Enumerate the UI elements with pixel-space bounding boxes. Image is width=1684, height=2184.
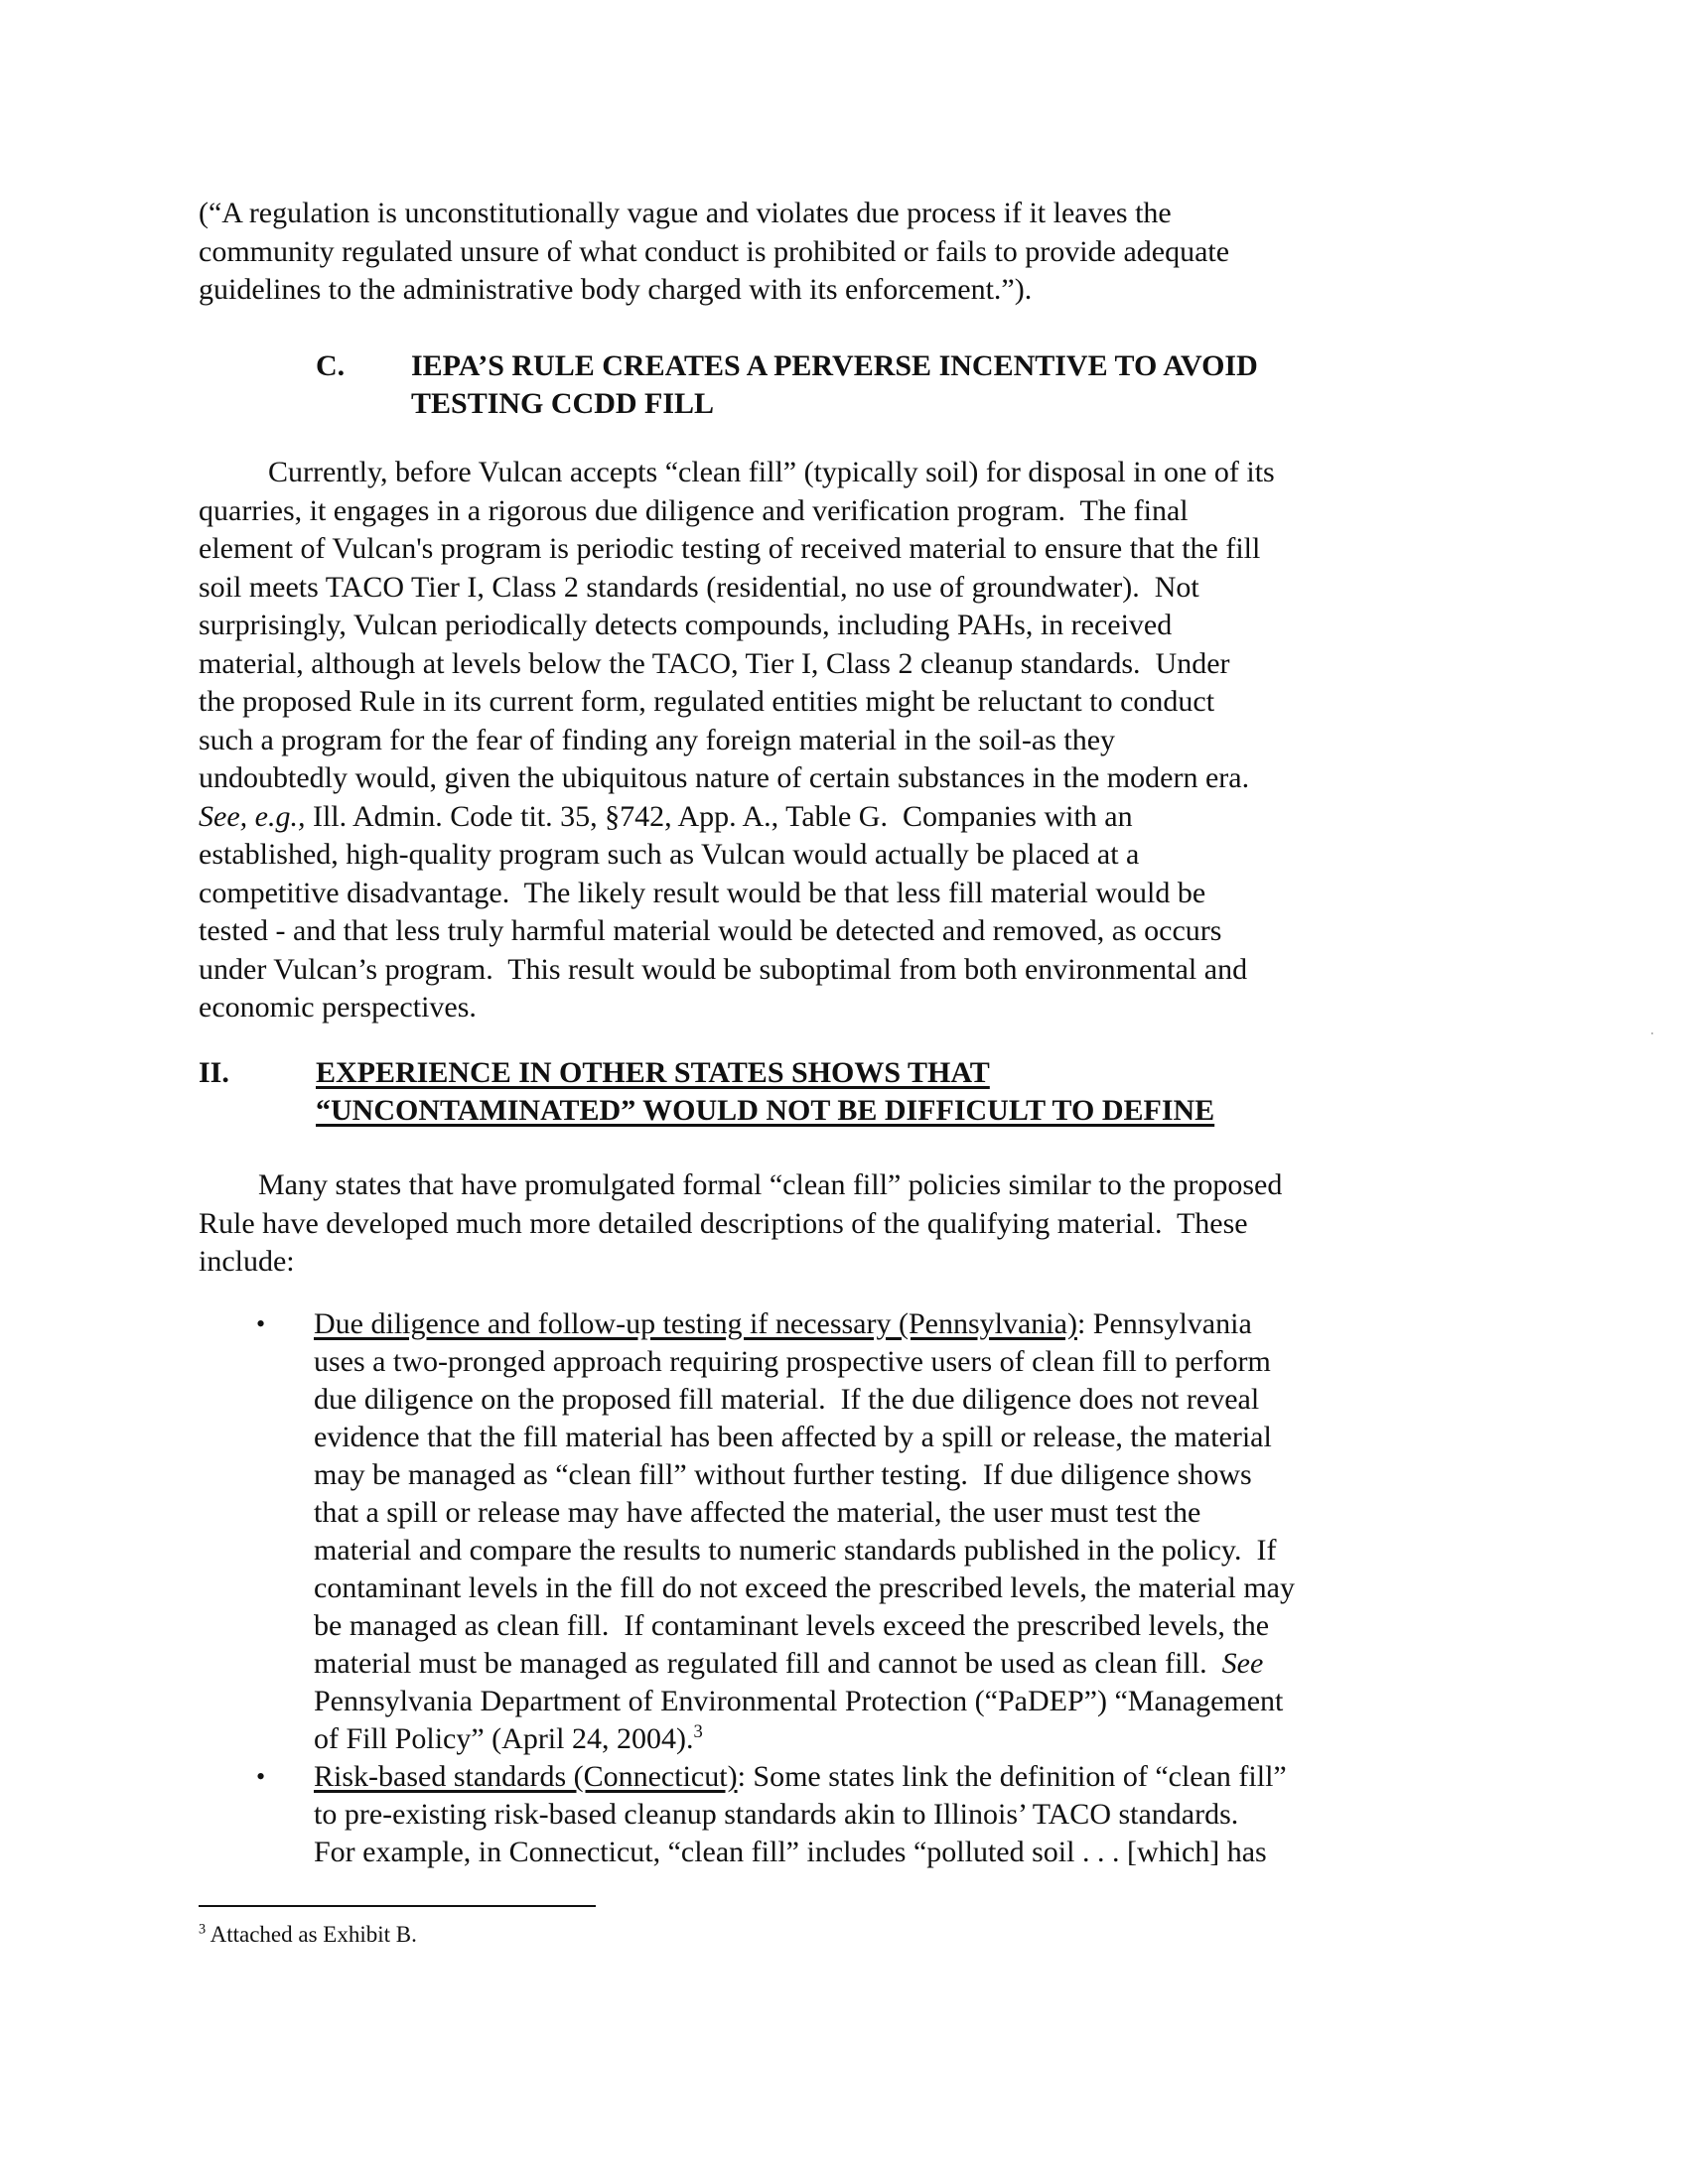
section-c-number: C. bbox=[316, 349, 346, 382]
citation-line bbox=[199, 798, 1275, 837]
bullet-item bbox=[256, 1758, 1428, 1871]
text-line: include: bbox=[199, 1245, 295, 1278]
text-line: tested - and that less truly harmful material would be detected and removed, as occurs bbox=[199, 914, 1222, 947]
text-line: element of Vulcan's program is periodic testing of received material to ensure that the fill bbox=[199, 532, 1261, 565]
section-ii-heading bbox=[199, 1054, 1390, 1134]
bullet-text: material must be managed as regulated fill and cannot be used as clean fill. bbox=[314, 1647, 1222, 1680]
text-line: uses a two-pronged approach requiring prospective users of clean fill to perform bbox=[314, 1345, 1271, 1378]
bullet-icon: • bbox=[256, 1309, 266, 1338]
text-line: that a spill or release may have affected the material, the user must test the bbox=[314, 1496, 1201, 1529]
section-ii-title-line: “UNCONTAMINATED” WOULD NOT BE DIFFICULT TO DEFINE bbox=[316, 1094, 1215, 1127]
text-line: under Vulcan’s program. This result would be suboptimal from both environmental and bbox=[199, 952, 1248, 986]
bullet-body bbox=[314, 1305, 1295, 1758]
text-line: (“A regulation is unconstitutionally vague and violates due process if it leaves the bbox=[199, 197, 1172, 229]
footnote bbox=[199, 1920, 417, 1950]
footnote-divider bbox=[199, 1905, 596, 1907]
bullet-text: of Fill Policy” (April 24, 2004). bbox=[314, 1722, 694, 1755]
text-line bbox=[314, 1758, 1287, 1796]
text-line: be managed as clean fill. If contaminant levels exceed the prescribed levels, the bbox=[314, 1609, 1270, 1642]
footnote-number: 3 bbox=[199, 1921, 207, 1938]
text-line: undoubtedly would, given the ubiquitous nature of certain substances in the modern era. bbox=[199, 761, 1250, 794]
section-ii-title-line: EXPERIENCE IN OTHER STATES SHOWS THAT bbox=[316, 1056, 990, 1089]
text-line: evidence that the fill material has been affected by a spill or release, the material bbox=[314, 1421, 1272, 1453]
continuation-paragraph bbox=[199, 195, 1229, 310]
text-line: competitive disadvantage. The likely result would be that less fill material would be bbox=[199, 876, 1206, 909]
bullet-label: Due diligence and follow-up testing if necessary (Pennsylvania) bbox=[314, 1307, 1077, 1340]
text-line: soil meets TACO Tier I, Class 2 standards (residential, no use of groundwater). Not bbox=[199, 570, 1199, 604]
bullet-item bbox=[256, 1305, 1428, 1758]
text-line: For example, in Connecticut, “clean fill” includes “polluted soil . . . [which] has bbox=[314, 1836, 1267, 1868]
text-line: Pennsylvania Department of Environmental Protection (“PaDEP”) “Management bbox=[314, 1685, 1284, 1717]
text-line: Rule have developed much more detailed descriptions of the qualifying material. These bbox=[199, 1206, 1248, 1240]
text-line: material, although at levels below the TACO, Tier I, Class 2 cleanup standards. Under bbox=[199, 646, 1230, 680]
bullet-text: : Pennsylvania bbox=[1076, 1307, 1252, 1340]
bullet-text: : Some states link the definition of “clean fill” bbox=[737, 1760, 1287, 1793]
section-ii-number: II. bbox=[199, 1056, 229, 1089]
section-c-title-line: TESTING CCDD FILL bbox=[411, 387, 715, 420]
footnote-text: Attached as Exhibit B. bbox=[206, 1922, 417, 1947]
section-ii-paragraph bbox=[199, 1166, 1282, 1282]
citation-signal: See bbox=[1221, 1647, 1264, 1680]
text-line: due diligence on the proposed fill material. If the due diligence does not reveal bbox=[314, 1383, 1260, 1416]
bullet-body bbox=[314, 1758, 1287, 1871]
text-line: to pre-existing risk-based cleanup standards akin to Illinois’ TACO standards. bbox=[314, 1798, 1239, 1831]
text-line: such a program for the fear of finding any foreign material in the soil-as they bbox=[199, 723, 1116, 756]
text-line: Currently, before Vulcan accepts “clean fill” (typically soil) for disposal in one of its bbox=[268, 456, 1275, 488]
bullet-label: Risk-based standards (Connecticut) bbox=[314, 1760, 738, 1793]
text-line: quarries, it engages in a rigorous due diligence and verification program. The final bbox=[199, 493, 1189, 527]
text-line: material and compare the results to numeric standards published in the policy. If bbox=[314, 1534, 1277, 1567]
text-line bbox=[314, 1645, 1295, 1683]
text-line: community regulated unsure of what conduct is prohibited or fails to provide adequate bbox=[199, 234, 1230, 268]
citation-text: Ill. Admin. Code tit. 35, §742, App. A., Table G. Companies with an bbox=[305, 799, 1133, 833]
text-line: contaminant levels in the fill do not exceed the prescribed levels, the material may bbox=[314, 1571, 1295, 1604]
text-line: may be managed as “clean fill” without further testing. If due diligence shows bbox=[314, 1458, 1252, 1491]
footnote-reference[interactable]: 3 bbox=[693, 1721, 703, 1742]
text-line: Many states that have promulgated formal “clean fill” policies similar to the proposed bbox=[258, 1168, 1283, 1201]
section-c-heading bbox=[316, 347, 1408, 427]
bullet-icon: • bbox=[256, 1762, 266, 1791]
text-line: guidelines to the administrative body charged with its enforcement.”). bbox=[199, 273, 1033, 306]
text-line bbox=[314, 1720, 1295, 1758]
text-line: economic perspectives. bbox=[199, 991, 477, 1024]
scan-speck bbox=[1651, 1032, 1653, 1034]
text-line bbox=[314, 1305, 1295, 1343]
section-c-paragraph bbox=[199, 454, 1275, 1027]
text-line: established, high-quality program such as Vulcan would actually be placed at a bbox=[199, 838, 1140, 871]
text-line: surprisingly, Vulcan periodically detects compounds, including PAHs, in received bbox=[199, 609, 1173, 641]
section-c-title-line: IEPA’S RULE CREATES A PERVERSE INCENTIVE TO AVOID bbox=[411, 349, 1258, 382]
citation-signal: See, e.g., bbox=[199, 799, 306, 833]
text-line: the proposed Rule in its current form, regulated entities might be reluctant to conduct bbox=[199, 685, 1215, 718]
